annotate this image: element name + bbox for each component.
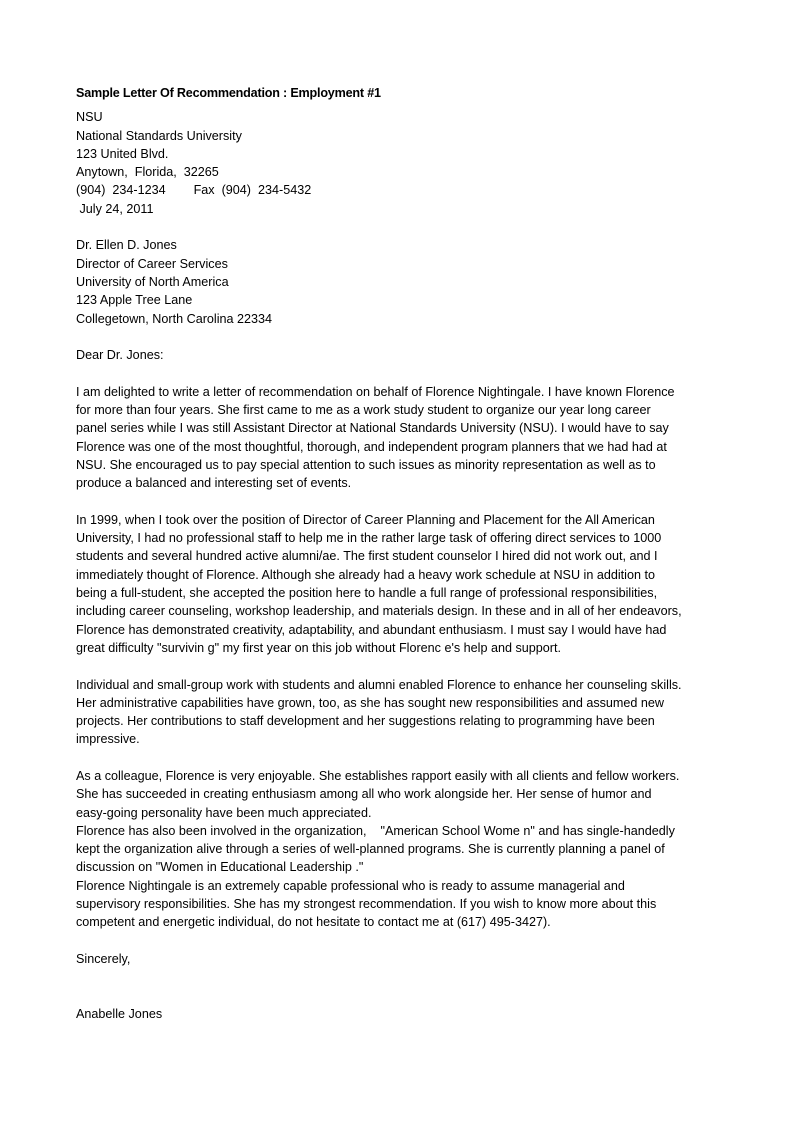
sender-city: Anytown, Florida, 32265: [76, 165, 219, 180]
paragraph-line: I am delighted to write a letter of recommendation on behalf of Florence Nightingale. I have known Florence: [76, 384, 675, 399]
sender-name: National Standards University: [76, 128, 242, 143]
letter-page: [76, 84, 716, 1023]
letter-date: July 24, 2011: [76, 201, 154, 216]
body-paragraph: [76, 511, 716, 657]
paragraph-line: Individual and small-group work with students and alumni enabled Florence to enhance her counseling skills.: [76, 677, 682, 692]
paragraph-line: including career counseling, workshop leadership, and materials design. In these and in all of her endeavors,: [76, 604, 682, 619]
paragraph-line: She has succeeded in creating enthusiasm among all who work alongside her. Her sense of humor and: [76, 787, 652, 802]
body-paragraph: [76, 767, 716, 932]
sender-street: 123 United Blvd.: [76, 146, 169, 161]
paragraph-line: produce a balanced and interesting set of events.: [76, 476, 352, 491]
body-paragraph: [76, 676, 716, 749]
closing: Sincerely,: [76, 951, 131, 966]
paragraph-line: great difficulty "survivin g" my first year on this job without Florenc e's help and support.: [76, 640, 562, 655]
sender-phone-fax: (904) 234-1234 Fax (904) 234-5432: [76, 183, 312, 198]
recipient-street: 123 Apple Tree Lane: [76, 293, 193, 308]
sender-abbr: NSU: [76, 110, 103, 125]
sender-address: [76, 108, 716, 218]
paragraph-line: discussion on "Women in Educational Leadership .": [76, 860, 364, 875]
paragraph-line: competent and energetic individual, do not hesitate to contact me at (617) 495-3427).: [76, 915, 551, 930]
paragraph-line: University, I had no professional staff to help me in the rather large task of offering direct services to 1000: [76, 531, 662, 546]
paragraph-line: panel series while I was still Assistant Director at National Standards University (NSU). I would have to say: [76, 421, 669, 436]
paragraph-line: Florence Nightingale is an extremely capable professional who is ready to assume managerial and: [76, 878, 625, 893]
paragraph-line: projects. Her contributions to staff development and her suggestions relating to programming have been: [76, 714, 655, 729]
paragraph-line: supervisory responsibilities. She has my strongest recommendation. If you wish to know more about this: [76, 897, 657, 912]
paragraph-line: Florence has also been involved in the organization, "American School Wome n" and has single-handedly: [76, 823, 675, 838]
salutation: Dear Dr. Jones:: [76, 348, 164, 363]
paragraph-line: kept the organization alive through a series of well-planned programs. She is currently planning a panel of: [76, 842, 665, 857]
paragraph-line: Florence has demonstrated creativity, adaptability, and abundant enthusiasm. I must say I would have had: [76, 622, 667, 637]
recipient-name: Dr. Ellen D. Jones: [76, 238, 177, 253]
paragraph-line: As a colleague, Florence is very enjoyable. She establishes rapport easily with all clients and fellow workers.: [76, 768, 680, 783]
paragraph-line: In 1999, when I took over the position of Director of Career Planning and Placement for the All American: [76, 512, 655, 527]
body-paragraph: [76, 383, 716, 493]
paragraph-line: being a full-student, she accepted the position here to handle a full range of professional responsibilities,: [76, 586, 658, 601]
paragraph-line: for more than four years. She first came to me as a work study student to organize our year long career: [76, 403, 651, 418]
paragraph-line: NSU. She encouraged us to pay special attention to such issues as minority representation as well as to: [76, 457, 656, 472]
paragraph-line: immediately thought of Florence. Although she already had a heavy work schedule at NSU in addition to: [76, 567, 655, 582]
paragraph-line: Her administrative capabilities have grown, too, as she has sought new responsibilities and assumed new: [76, 695, 665, 710]
document-title: Sample Letter Of Recommendation : Employment #1: [76, 86, 381, 100]
paragraph-line: easy-going personality have been much appreciated.: [76, 805, 372, 820]
recipient-org: University of North America: [76, 274, 229, 289]
recipient-city: Collegetown, North Carolina 22334: [76, 311, 273, 326]
recipient-title: Director of Career Services: [76, 256, 228, 271]
paragraph-line: impressive.: [76, 732, 140, 747]
paragraph-line: Florence was one of the most thoughtful, thorough, and independent program planners that we had had at: [76, 439, 667, 454]
signature-name: Anabelle Jones: [76, 1006, 163, 1021]
recipient-address: [76, 236, 716, 327]
paragraph-line: students and several hundred active alumni/ae. The first student counselor I hired did not work out, and I: [76, 549, 658, 564]
